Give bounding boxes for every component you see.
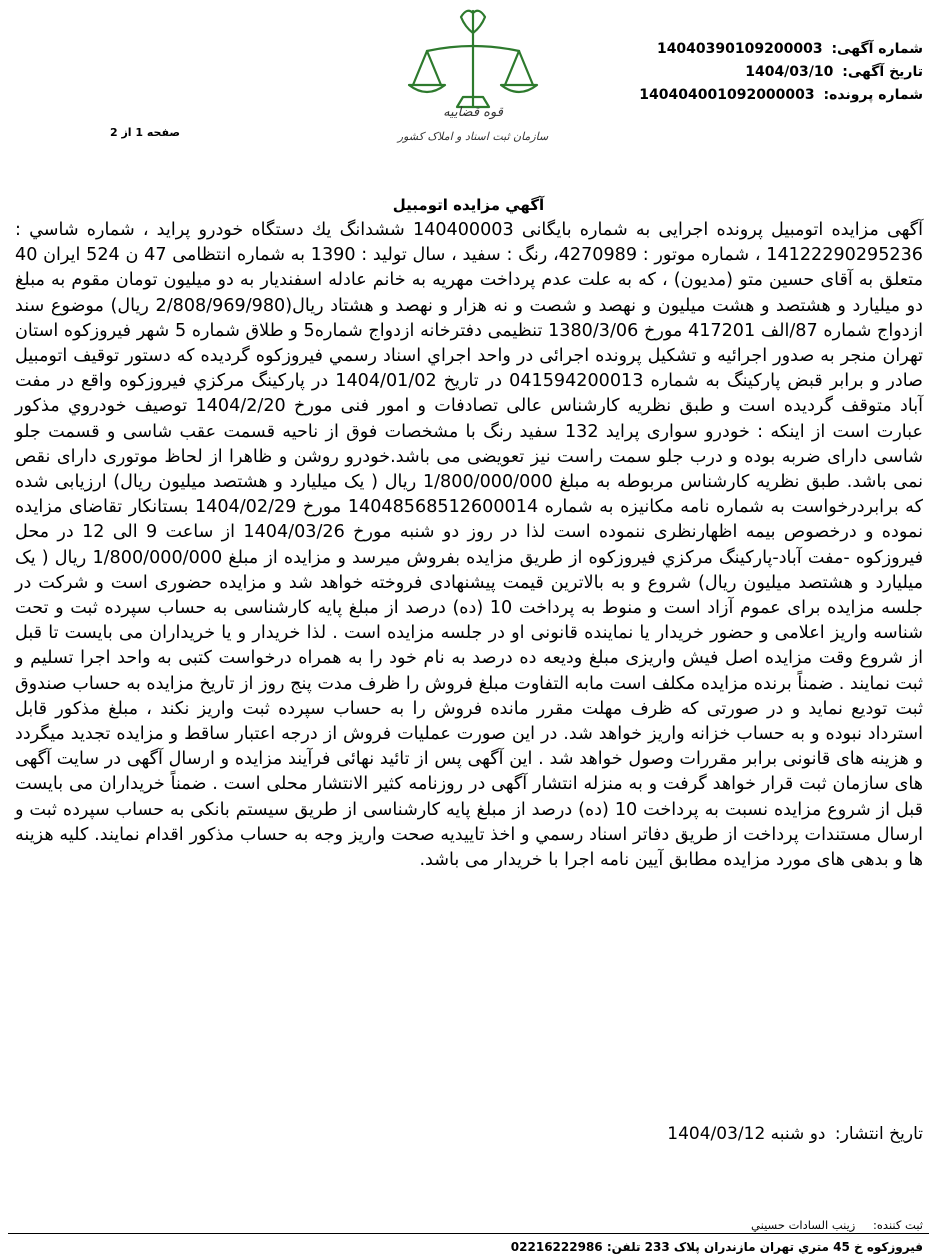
publication-date [323,1124,923,1144]
notice-body: آگهی مزایده اتومبیل پرونده اجرایی به شماره بایگانی 140400003 ششدانگ یك دستگاه خودرو پراید ، شماره شاسي : 14122290295236 ، شماره موتور : 4270989، رنگ : سفید ، سال تولید : 1390 به شماره انتظامی 47 ن 524 ایران 40 متعلق به آقای حسین متو (مدیون) ، که به علت عدم پرداخت مهریه به خانم عادله اسفندیار به دو میلیون تومان مقوم به مبلغ دو میلیارد و هشتصد و هشت میلیون و نهصد و شصت و نه هزار و نهصد و هشتاد ریال(2/808/969/980 ریال) موضوع سند ازدواج شماره 87/الف 417201 مورخ 1380/3/06 تنظیمی دفترخانه ازدواج شماره5 و طلاق شماره 5 شهر فیروزکوه استان تهران منجر به صدور اجرائیه و تشکیل پرونده اجرائی در واحد اجراي اسناد رسمي فیروزکوه گردیده که دستور توقیف اتومبیل صادر و برابر قبض پارکینگ به شماره 041594200013 در تاریخ 1404/01/02 در پارکینگ مرکزي فيروزكوه واقع در مفت آباد متوقف گردیده است و طبق نظریه کارشناس عالی تصادفات و امور فنی مورخ 1404/2/20 توصیف خودروي مذکور عبارت است از اینکه : خودرو سواری پراید 132 سفید رنگ با مشخصات فوق از ناحیه قسمت عقب شاسی و قسمت جلو شاسی دارای ضربه بوده و درب جلو سمت راست نیز تعویضی می باشد.خودرو روشن و ظاهرا از لحاظ موتوری دارای نقص نمی باشد. طبق نظریه کارشناس مربوطه به مبلغ 1/800/000/000 ریال ( یک میلیارد و هشتصد میلیون ریال) ارزیابی شده که برابردرخواست به شماره نامه مکانیزه به شماره 14048568512600014 مورخ 1404/02/29 بستانکار تقاضای مزایده نموده و درخصوص بیمه اظهارنظری ننموده است لذا در روز دو شنبه مورخ 1404/03/26 از ساعت 9 الی 12 در محل فیروزکوه -مفت آباد-پارکینگ مرکزي فیروزکوه از طریق مزایده بفروش میرسد و مزایده از مبلغ 1/800/000/000 ریال ( یک میلیارد و هشتصد میلیون ریال) شروع و به بالاترین قیمت پیشنهادی فروخته خواهد شد و مزایده حضوری است و شرکت در جلسه مزایده برای عموم آزاد است و منوط به پرداخت 10 (ده) درصد از مبلغ پایه کارشناسی به حساب سپرده ثبت و تحت شناسه واریز اعلامی و حضور خریدار یا نماینده قانونی او در جلسه مزایده است . لذا خریدار و یا خریداران می بایست تا قبل از شروع وقت مزایده اصل فیش واریزی مبلغ ودیعه ده درصد به نام خود را به همراه درخواست کتبی به واحد اجرا تسلیم و ثبت نمایند . ضمناً برنده مزایده مکلف است مابه التفاوت مبلغ فروش را ظرف مدت پنج روز از تاریخ مزایده به حساب صندوق ثبت تودیع نماید و در صورتی که ظرف مهلت مقرر مانده فروش را به حساب سپرده ثبت واریز نکند ، مبلغ مذکور قابل استرداد نبوده و به حساب خزانه واریز خواهد شد. در این صورت عملیات فروش از درجه اعتبار ساقط و مزایده تجدید میگردد و هزینه های قانونی برابر مقررات وصول خواهد شد . این آگهی پس از تائید نهائی فرآیند مزایده و ارسال آگهی در سایت آگهی های سازمان ثبت قرار خواهد گرفت و به منزله انتشار آگهی در روزنامه کثیر الانتشار محلی است . ضمناً خریداران می بایست قبل از شروع مزایده نسبت به پرداخت 10 (ده) درصد از مبلغ پایه کارشناسی از طریق سیستم بانکی به حساب سپرده ثبت و ارسال مستندات پرداخت از طریق دفاتر اسناد رسمي و اخذ تاییدیه صحت واریز وجه به حساب مذکور اقدام نمایند. کلیه هزینه ها و بدهی های مورد مزایده مطابق آیین نامه اجرا با خریدار می باشد. [15,220,924,871]
notice-meta [593,38,923,107]
notice-title: آگهي مزايده اتومبيل [392,196,545,214]
ad-number-value: 14040390109200003 [656,41,823,57]
judiciary-emblem [383,3,563,163]
ad-number-label: شماره آگهی: [831,41,923,57]
case-number-row [593,84,923,107]
footer-address: فیروزکوه خ 45 متري تهران مازندران پلاک 233 تلفن: 02216222986 [510,1240,923,1254]
registrar-label: ثبت کننده: [873,1218,923,1232]
ad-date-row [593,61,923,84]
ad-date-value: 1404/03/10 [745,64,834,80]
ad-date-label: تاریخ آگهی: [842,64,923,80]
emblem-caption-top: قوه قضاییه [443,105,503,120]
publication-value: دو شنبه 1404/03/12 [667,1124,826,1144]
page-indicator: صفحه 1 از 2 [109,126,181,139]
footer-divider [8,1233,929,1234]
ad-number-row [593,38,923,61]
case-number-label: شماره پرونده: [823,87,923,103]
case-number-value: 140404001092000003 [639,87,815,103]
emblem-caption-bottom: سازمان ثبت اسناد و املاک کشور [397,130,549,143]
publication-label: تاریخ انتشار: [834,1124,923,1144]
registrar [751,1218,923,1232]
registrar-name: زينب السادات حسيني [751,1218,856,1232]
